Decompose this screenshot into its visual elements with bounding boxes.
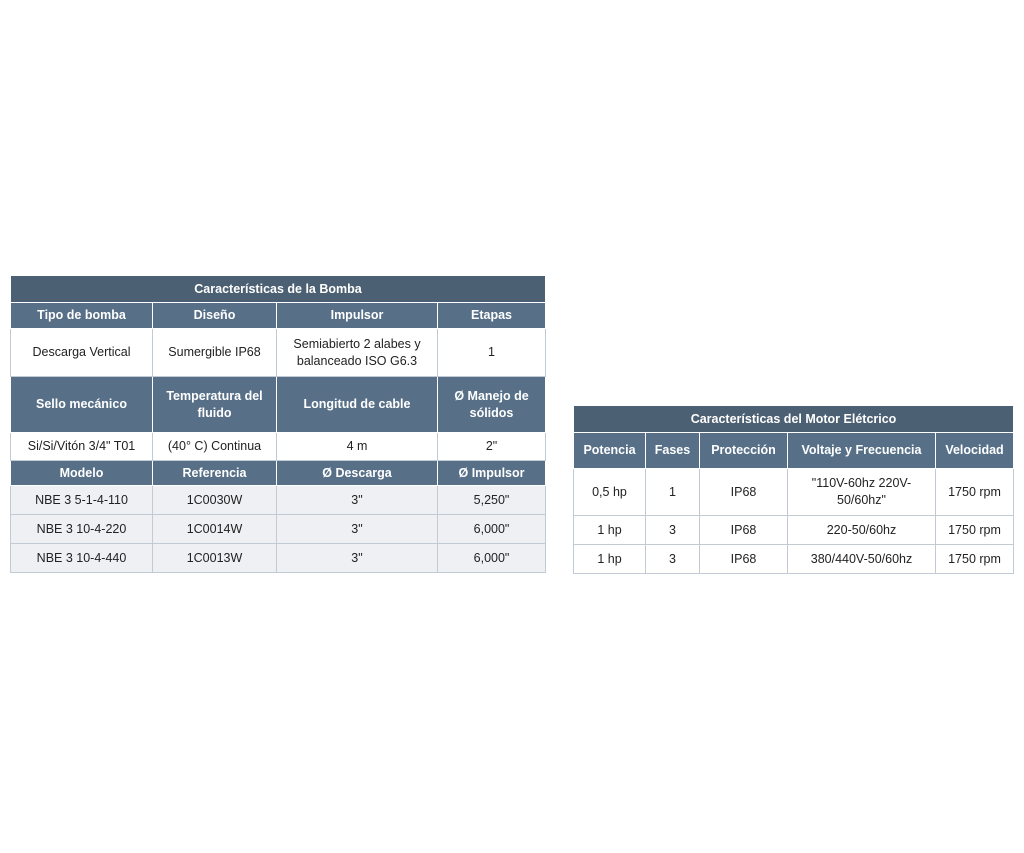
motor-characteristics-table [573,405,1014,574]
cell-descarga: 3" [277,515,438,544]
cell-impulsor-diametro: 6,000" [438,544,546,573]
cell-potencia: 1 hp [574,516,646,545]
header-proteccion: Protección [700,433,788,469]
cell-fases: 3 [646,545,700,574]
cell-voltaje-frecuencia: 380/440V-50/60hz [788,545,936,574]
cell-referencia: 1C0014W [153,515,277,544]
cell-modelo: NBE 3 10-4-440 [11,544,153,573]
cell-velocidad: 1750 rpm [936,516,1014,545]
cell-proteccion: IP68 [700,469,788,516]
cell-longitud-cable: 4 m [277,433,438,461]
header-etapas: Etapas [438,303,546,329]
header-manejo-solidos: Ø Manejo de sólidos [438,377,546,433]
header-impulsor-diametro: Ø Impulsor [438,461,546,486]
motor-table-title: Características del Motor Elétcrico [574,406,1014,433]
pump-table-title: Características de la Bomba [11,276,546,303]
pump-characteristics-table [10,275,546,573]
header-temperatura: Temperatura del fluido [153,377,277,433]
header-fases: Fases [646,433,700,469]
cell-referencia: 1C0013W [153,544,277,573]
cell-descarga: 3" [277,486,438,515]
header-referencia: Referencia [153,461,277,486]
cell-impulsor-diametro: 5,250" [438,486,546,515]
table-row [574,469,1014,516]
cell-temperatura: (40° C) Continua [153,433,277,461]
header-impulsor: Impulsor [277,303,438,329]
cell-etapas: 1 [438,329,546,377]
cell-sello-mecanico: Si/Si/Vitón 3/4" T01 [11,433,153,461]
cell-velocidad: 1750 rpm [936,545,1014,574]
cell-fases: 3 [646,516,700,545]
cell-impulsor-diametro: 6,000" [438,515,546,544]
cell-descarga: 3" [277,544,438,573]
cell-potencia: 1 hp [574,545,646,574]
cell-proteccion: IP68 [700,516,788,545]
header-tipo-de-bomba: Tipo de bomba [11,303,153,329]
cell-tipo-de-bomba: Descarga Vertical [11,329,153,377]
table-row [11,544,546,573]
cell-velocidad: 1750 rpm [936,469,1014,516]
cell-manejo-solidos: 2" [438,433,546,461]
table-row [11,515,546,544]
cell-voltaje-frecuencia: 220-50/60hz [788,516,936,545]
header-velocidad: Velocidad [936,433,1014,469]
header-diseno: Diseño [153,303,277,329]
header-longitud-cable: Longitud de cable [277,377,438,433]
header-voltaje-frecuencia: Voltaje y Frecuencia [788,433,936,469]
header-descarga: Ø Descarga [277,461,438,486]
cell-referencia: 1C0030W [153,486,277,515]
table-row [11,486,546,515]
cell-voltaje-frecuencia: "110V-60hz 220V-50/60hz" [788,469,936,516]
cell-modelo: NBE 3 10-4-220 [11,515,153,544]
cell-impulsor: Semiabierto 2 alabes y balanceado ISO G6.3 [277,329,438,377]
table-row [574,516,1014,545]
header-modelo: Modelo [11,461,153,486]
cell-modelo: NBE 3 5-1-4-110 [11,486,153,515]
table-row [574,545,1014,574]
header-sello-mecanico: Sello mecánico [11,377,153,433]
header-potencia: Potencia [574,433,646,469]
cell-diseno: Sumergible IP68 [153,329,277,377]
cell-fases: 1 [646,469,700,516]
cell-proteccion: IP68 [700,545,788,574]
cell-potencia: 0,5 hp [574,469,646,516]
